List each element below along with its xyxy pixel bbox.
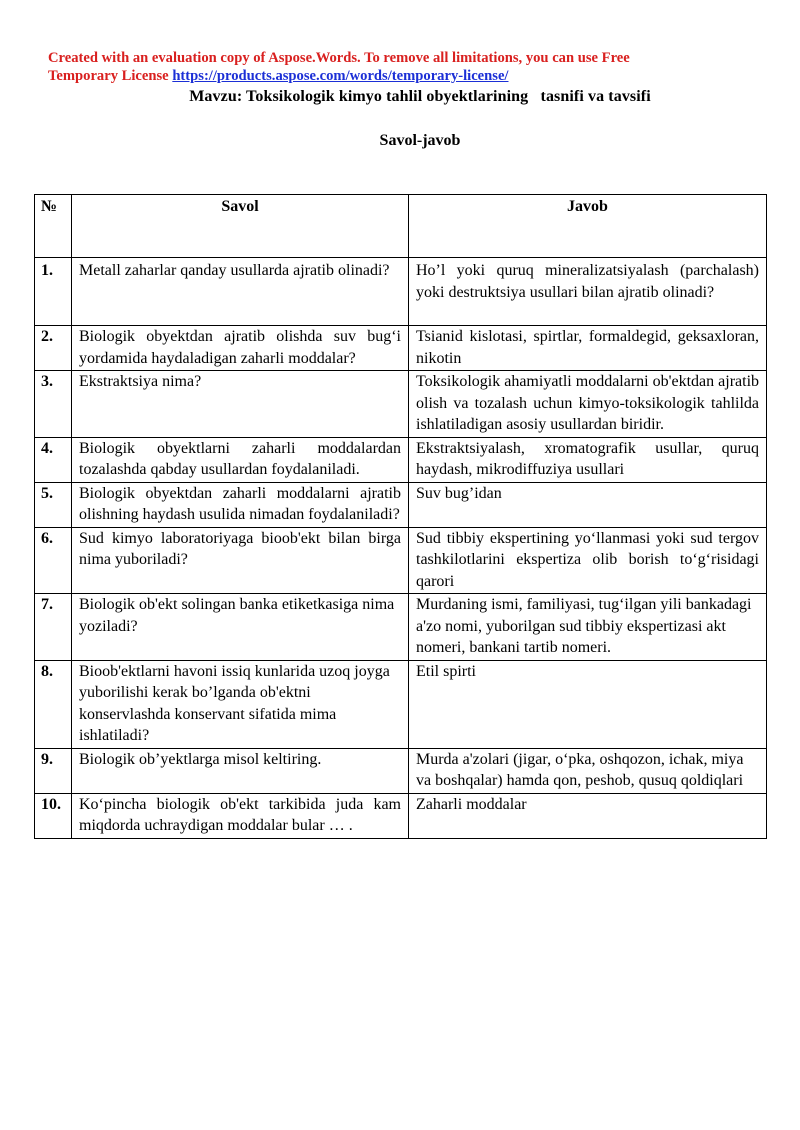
row-answer: Zaharli moddalar (409, 793, 767, 838)
table-row (35, 371, 767, 438)
table-row (35, 660, 767, 748)
watermark-line-1: Created with an evaluation copy of Aspose.Words. To remove all limitations, you can use Free (48, 50, 630, 66)
header-number: № (35, 195, 72, 258)
row-question: Biologik obyektdan ajratib olishda suv bug‘i yordamida haydaladigan zaharli moddalar? (72, 326, 409, 371)
watermark-line-2 (48, 67, 748, 85)
row-question: Biologik obyektlarni zaharli moddalardan tozalashda qabday usullardan foydalaniladi. (72, 437, 409, 482)
watermark-prefix: Temporary License (48, 68, 173, 84)
row-number: 6. (35, 527, 72, 594)
row-question: Ekstraktsiya nima? (72, 371, 409, 438)
header-question: Savol (72, 195, 409, 258)
table-row (35, 793, 767, 838)
row-question: Ko‘pincha biologik ob'ekt tarkibida juda kam miqdorda uchraydigan moddalar bular … . (72, 793, 409, 838)
row-answer: Suv bug’idan (409, 482, 767, 527)
row-answer: Toksikologik ahamiyatli moddalarni ob'ektdan ajratib olish va tozalash uchun kimyo-toksikologik tahlilda ishlatiladigan asosiy usullardan biridir. (409, 371, 767, 438)
row-number: 1. (35, 258, 72, 326)
table-row (35, 594, 767, 661)
row-answer: Murdaning ismi, familiyasi, tug‘ilgan yili bankadagi a'zo nomi, yuborilgan sud tibbiy ekspertizasi akt nomeri, bankani tartib nomeri. (409, 594, 767, 661)
row-number: 10. (35, 793, 72, 838)
table-header-row (35, 195, 767, 258)
row-question: Sud kimyo laboratoriyaga bioob'ekt bilan birga nima yuboriladi? (72, 527, 409, 594)
table-row (35, 482, 767, 527)
row-answer: Ekstraktsiyalash, xromatografik usullar, quruq haydash, mikrodiffuziya usullari (409, 437, 767, 482)
row-number: 3. (35, 371, 72, 438)
row-number: 8. (35, 660, 72, 748)
document-title: Mavzu: Toksikologik kimyo tahlil obyektlarining tasnifi va tavsifi (189, 88, 651, 105)
row-number: 2. (35, 326, 72, 371)
qa-table (34, 194, 767, 839)
temporary-license-link[interactable]: https://products.aspose.com/words/temporary-license/ (172, 68, 509, 84)
table-row (35, 258, 767, 326)
row-question: Biologik obyektdan zaharli moddalarni ajratib olishning haydash usulida nimadan foydalaniladi? (72, 482, 409, 527)
row-question: Bioob'ektlarni havoni issiq kunlarida uzoq joyga yuborilishi kerak bo’lganda ob'ektni konservlashda konservant sifatida mima ishlatiladi? (72, 660, 409, 748)
table-row (35, 527, 767, 594)
row-question: Metall zaharlar qanday usullarda ajratib olinadi? (72, 258, 409, 326)
row-number: 9. (35, 748, 72, 793)
row-answer: Sud tibbiy ekspertining yo‘llanmasi yoki sud tergov tashkilotlarini ekspertiza olib borish to‘g‘risidagi qarori (409, 527, 767, 594)
row-answer: Murda a'zolari (jigar, o‘pka, oshqozon, ichak, miya va boshqalar) hamda qon, peshob, qusuq qoldiqlari (409, 748, 767, 793)
document-subtitle: Savol-javob (379, 132, 461, 149)
row-question: Biologik ob'ekt solingan banka etiketkasiga nima yoziladi? (72, 594, 409, 661)
header-answer: Javob (409, 195, 767, 258)
row-number: 5. (35, 482, 72, 527)
row-number: 4. (35, 437, 72, 482)
table-row (35, 748, 767, 793)
row-question: Biologik ob’yektlarga misol keltiring. (72, 748, 409, 793)
row-answer: Tsianid kislotasi, spirtlar, formaldegid, geksaxloran, nikotin (409, 326, 767, 371)
row-answer: Ho’l yoki quruq mineralizatsiyalash (parchalash) yoki destruktsiya usullari bilan ajratib olinadi? (409, 258, 767, 326)
evaluation-watermark (48, 49, 748, 85)
row-answer: Etil spirti (409, 660, 767, 748)
row-number: 7. (35, 594, 72, 661)
table-row (35, 326, 767, 371)
table-row (35, 437, 767, 482)
